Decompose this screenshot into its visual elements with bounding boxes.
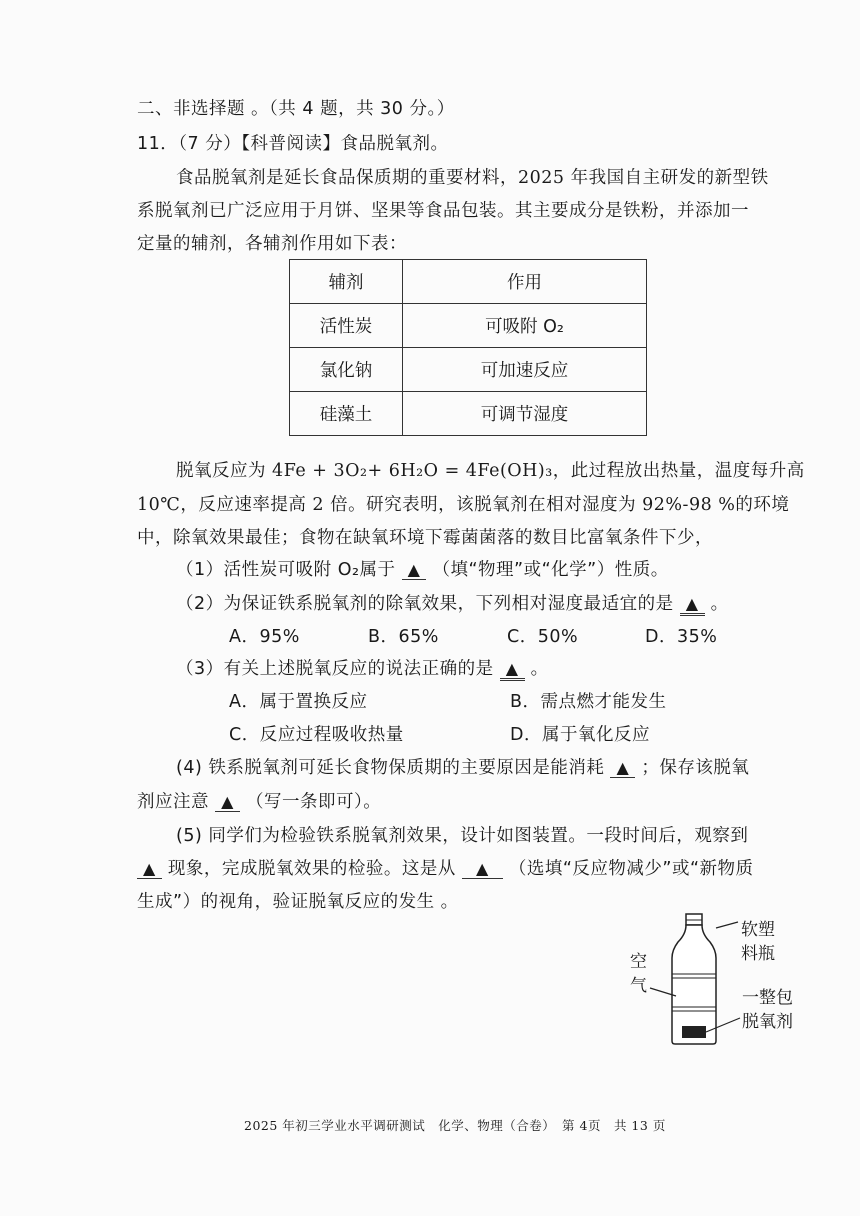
subquestion-4-line-1 [176, 754, 749, 779]
air-label [630, 950, 647, 998]
subquestion-2 [176, 590, 729, 616]
q3-text-after: 。 [530, 659, 549, 679]
table-header-cell: 辅剂 [290, 260, 403, 304]
answer-blank[interactable]: ▲ [402, 561, 427, 580]
q2-option-b[interactable]: B．65% [368, 627, 439, 647]
subquestion-4-line-2 [137, 788, 381, 813]
section-heading: 二、非选择题 。（共 4 题，共 30 分。） [137, 99, 455, 119]
table-row [290, 304, 647, 348]
subquestion-5-line-3: 生成”）的视角，验证脱氧反应的发生 。 [137, 892, 459, 912]
bottle-label [741, 918, 775, 966]
q4-text-2: 剂应注意 [137, 792, 209, 812]
q2-option-c[interactable]: C．50% [507, 627, 579, 647]
bottle-label-line: 料瓶 [741, 944, 775, 964]
bottle-label-line: 软塑 [741, 920, 775, 940]
question-title: 11．（7 分）【科普阅读】食品脱氧剂。 [137, 134, 449, 154]
q3-option-b[interactable]: B．需点燃才能发生 [510, 692, 667, 712]
q4-text: (4) 铁系脱氧剂可延长食物保质期的主要原因是能消耗 [176, 758, 605, 778]
page-footer: 2025 年初三学业水平调研测试 化学、物理（合卷） 第 4页 共 13 页 [244, 1118, 666, 1133]
answer-blank[interactable]: ▲ [680, 595, 705, 616]
packet-label-line: 脱氧剂 [742, 1012, 793, 1032]
q4-text-after: ；保存该脱氧 [641, 758, 750, 778]
q3-option-c[interactable]: C．反应过程吸收热量 [229, 725, 404, 745]
intro-line-2: 系脱氧剂已广泛应用于月饼、坚果等食品包装。其主要成分是铁粉，并添加一 [137, 201, 749, 221]
q2-text-after: 。 [710, 594, 729, 614]
air-label-line: 空 [630, 952, 647, 972]
q1-text: （1）活性炭可吸附 O₂属于 [176, 560, 396, 580]
answer-blank[interactable]: ▲ [610, 759, 635, 778]
subquestion-5-line-1: (5) 同学们为检验铁系脱氧剂效果，设计如图装置。一段时间后，观察到 [176, 826, 749, 846]
q2-option-d[interactable]: D．35% [645, 627, 718, 647]
reaction-line-2: 10℃，反应速率提高 2 倍。研究表明，该脱氧剂在相对湿度为 92%-98 %的环境 [137, 495, 790, 515]
table-cell-agent: 活性炭 [290, 304, 403, 348]
answer-blank[interactable]: ▲ [462, 860, 503, 879]
table-cell-function: 可吸附 O₂ [403, 304, 647, 348]
q3-text: （3）有关上述脱氧反应的说法正确的是 [176, 659, 494, 679]
reaction-line-3: 中，除氧效果最佳；食物在缺氧环境下霉菌菌落的数目比富氧条件下少， [137, 528, 713, 548]
q5-text-after: （选填“反应物减少”或“新物质 [508, 859, 754, 879]
subquestion-3 [176, 655, 549, 681]
subquestion-1 [176, 556, 669, 581]
q1-text-after: （填“物理”或“化学”）性质。 [432, 560, 669, 580]
reaction-line-1: 脱氧反应为 4Fe + 3O₂+ 6H₂O = 4Fe(OH)₃，此过程放出热量，温度每升高 [176, 461, 805, 481]
packet-label [742, 986, 793, 1034]
table-cell-agent: 氯化钠 [290, 348, 403, 392]
q3-option-a[interactable]: A．属于置换反应 [229, 692, 368, 712]
answer-blank[interactable]: ▲ [215, 793, 240, 812]
auxiliary-agent-table [289, 259, 647, 436]
answer-blank[interactable]: ▲ [137, 860, 162, 879]
q3-option-d[interactable]: D．属于氧化反应 [510, 725, 650, 745]
table-cell-function: 可加速反应 [403, 348, 647, 392]
answer-blank[interactable]: ▲ [500, 660, 525, 681]
table-header-cell: 作用 [403, 260, 647, 304]
table-row [290, 348, 647, 392]
q2-text: （2）为保证铁系脱氧剂的除氧效果，下列相对湿度最适宜的是 [176, 594, 674, 614]
intro-line-1: 食品脱氧剂是延长食品保质期的重要材料，2025 年我国自主研发的新型铁 [176, 168, 769, 188]
q4-text-2-after: （写一条即可）。 [245, 792, 382, 812]
q2-option-a[interactable]: A．95% [229, 627, 300, 647]
packet-label-line: 一整包 [742, 988, 793, 1008]
q5-text-mid: 现象，完成脱氧效果的检验。这是从 [167, 859, 456, 879]
table-cell-agent: 硅藻土 [290, 392, 403, 436]
table-cell-function: 可调节湿度 [403, 392, 647, 436]
intro-line-3: 定量的辅剂，各辅剂作用如下表： [137, 234, 407, 254]
table-row [290, 392, 647, 436]
table-header-row [290, 260, 647, 304]
subquestion-5-line-2 [137, 855, 754, 880]
air-label-line: 气 [630, 976, 647, 996]
